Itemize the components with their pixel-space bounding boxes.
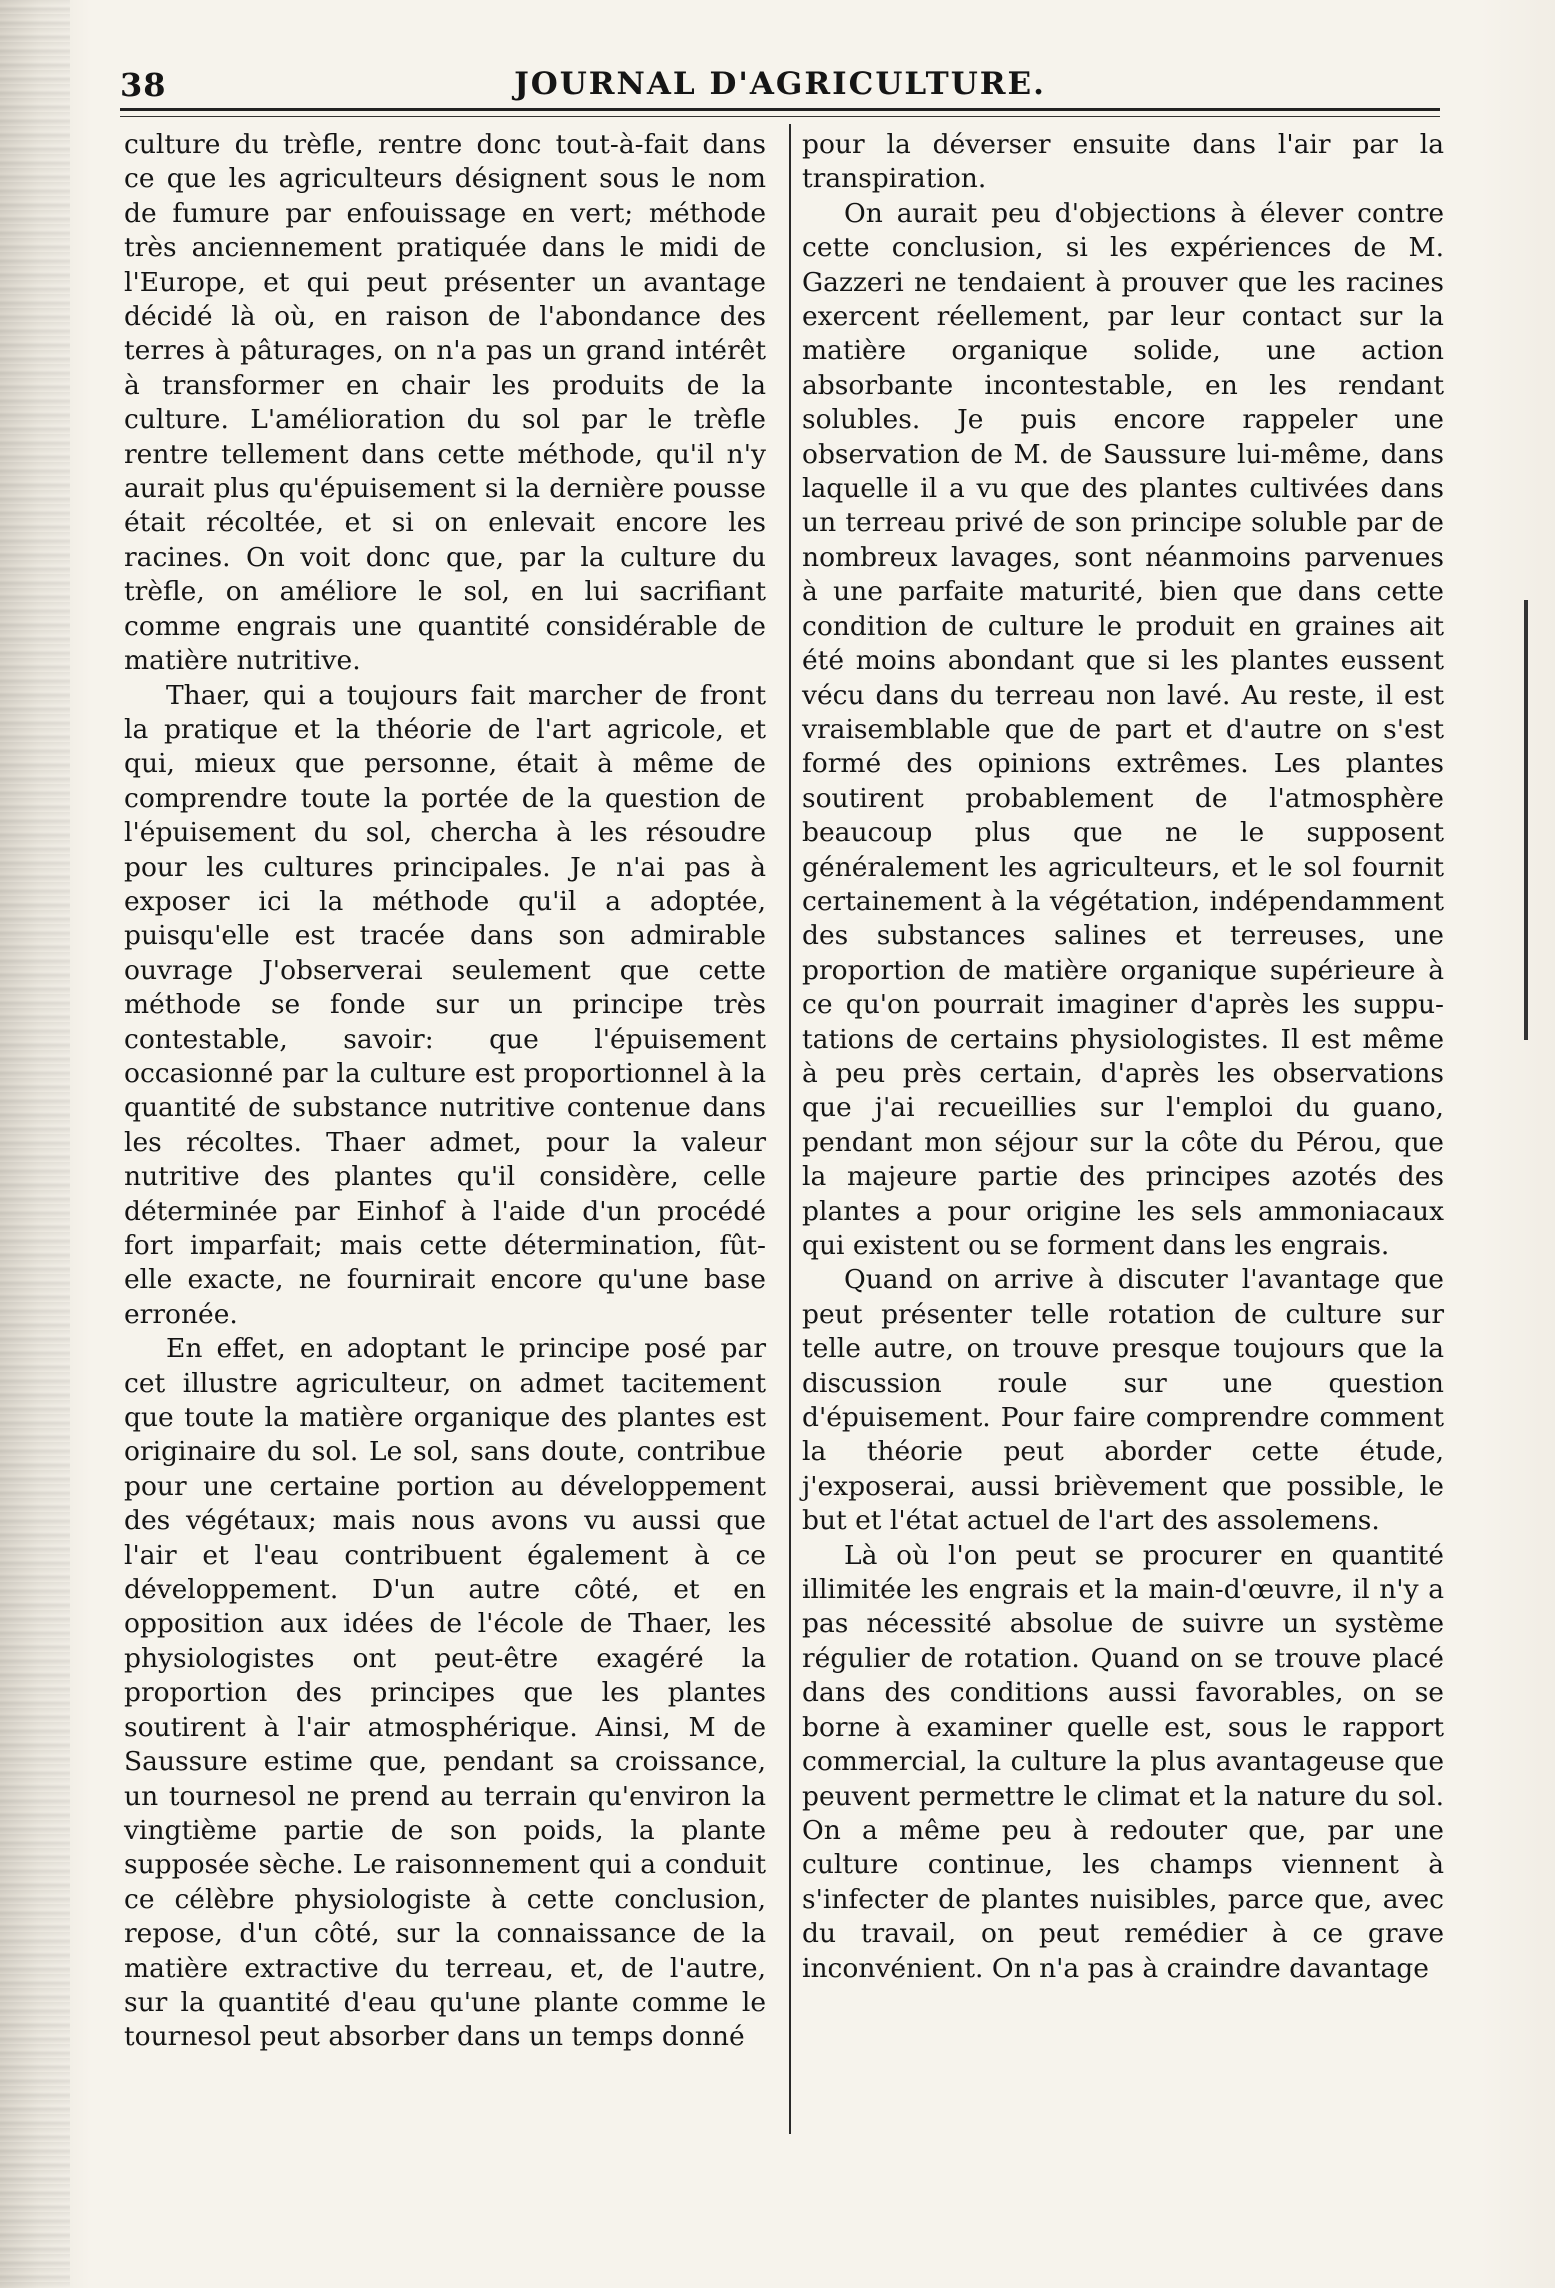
page-number: 38 (120, 66, 167, 104)
header-rule-thin (120, 116, 1440, 117)
running-title: JOURNAL D'AGRICULTURE. (514, 66, 1046, 102)
header-rule-thick (120, 108, 1440, 111)
right-column (802, 128, 1444, 1986)
right-paragraph-2: On aurait peu d'objections à élever contre cette conclusion, si les expériences de M. Gazzeri ne tendaient à prouver que les racines exercent réellement, par leur contact sur la matière organique solide, une action absorbante incontestable, en les rendant solubles. Je puis encore rappeler une observation de M. de Saussure lui-même, dans laquelle il a vu que des plantes cultivées dans un terreau privé de son principe soluble par de nombreux lavages, sont néanmoins parvenues à une parfaite maturité, bien que dans cette condition de culture le produit en graines ait été moins abondant que si les plantes eussent vécu dans du terreau non lavé. Au reste, il est vraisemblable que de part et d'autre on s'est formé des opinions extrêmes. Les plantes soutirent probablement de l'atmosphère beaucoup plus que ne le supposent généralement les agriculteurs, et le sol fournit certainement à la végétation, indépendamment des substances salines et terreuses, une proportion de matière organique supérieure à ce qu'on pourrait imaginer d'après les suppu-tations de certains physiologistes. Il est même à peu près certain, d'après les observations que j'ai recueillies sur l'emploi du guano, pendant mon séjour sur la côte du Pérou, que la majeure partie des principes azotés des plantes a pour origine les sels ammoniacaux qui existent ou se forment dans les engrais. (802, 197, 1444, 1261)
right-paragraph-4: Là où l'on peut se procurer en quantité illimitée les engrais et la main-d'œuvre, il n'y a pas nécessité absolue de suivre un système régulier de rotation. Quand on se trouve placé dans des conditions aussi favorables, on se borne à examiner quelle est, sous le rapport commercial, la culture la plus avantageuse que peuvent permettre le climat et la nature du sol. On a même peu à redouter que, par une culture continue, les champs viennent à s'infecter de plantes nuisibles, parce que, avec du travail, on peut remédier à ce grave inconvénient. On n'a pas à craindre davantage (802, 1539, 1444, 1984)
page-header (120, 66, 1440, 110)
right-paragraph-3: Quand on arrive à discuter l'avantage que peut présenter telle rotation de culture sur telle autre, on trouve presque toujours que la discussion roule sur une question d'épuisement. Pour faire comprendre comment la théorie peut aborder cette étude, j'exposerai, aussi brièvement que possible, le but et l'état actuel de l'art des assolemens. (802, 1264, 1444, 1537)
left-paragraph-3: En effet, en adoptant le principe posé par cet illustre agriculteur, on admet tacitement que toute la matière organique des plantes est originaire du sol. Le sol, sans doute, contribue pour une certaine portion au développement des végétaux; mais nous avons vu aussi que l'air et l'eau contribuent également à ce développement. D'un autre côté, et en opposition aux idées de l'école de Thaer, les physiologistes ont peut-être exagéré la proportion des principes que les plantes soutirent à l'air atmosphérique. Ainsi, M de Saussure estime que, pendant sa croissance, un tournesol ne prend au terrain qu'environ la vingtième partie de son poids, la plante supposée sèche. Le raisonnement qui a conduit ce célèbre physiologiste à cette conclusion, repose, d'un côté, sur la connaissance de la matière extractive du terreau, et, de l'autre, sur la quantité d'eau qu'une plante comme le tournesol peut absorber dans un temps donné (124, 1333, 766, 2053)
left-paragraph-1: culture du trèfle, rentre donc tout-à-fait dans ce que les agriculteurs désignent sous le nom de fumure par enfouissage en vert; méthode très anciennement pratiquée dans le midi de l'Europe, et qui peut présenter un avantage décidé là où, en raison de l'abondance des terres à pâturages, on n'a pas un grand intérêt à transformer en chair les produits de la culture. L'amélioration du sol par le trèfle rentre tellement dans cette méthode, qu'il n'y aurait plus qu'épuisement si la dernière pousse était récoltée, et si on enlevait encore les racines. On voit donc que, par la culture du trèfle, on améliore le sol, en lui sacrifiant comme engrais une quantité considérable de matière nutritive. (124, 129, 766, 677)
binding-gutter (0, 0, 70, 2288)
column-divider (789, 124, 791, 2134)
margin-mark (1524, 600, 1528, 1040)
left-paragraph-2: Thaer, qui a toujours fait marcher de front la pratique et la théorie de l'art agricole, et qui, mieux que personne, était à même de comprendre toute la portée de la question de l'épuisement du sol, chercha à les résoudre pour les cultures principales. Je n'ai pas à exposer ici la méthode qu'il a adoptée, puisqu'elle est tracée dans son admirable ouvrage J'observerai seulement que cette méthode se fonde sur un principe très contestable, savoir: que l'épuisement occasionné par la culture est proportionnel à la quantité de substance nutritive contenue dans les récoltes. Thaer admet, pour la valeur nutritive des plantes qu'il considère, celle déterminée par Einhof à l'aide d'un procédé fort imparfait; mais cette détermination, fût-elle exacte, ne fournirait encore qu'une base erronée. (124, 679, 766, 1330)
right-paragraph-1: pour la déverser ensuite dans l'air par la transpiration. (802, 129, 1444, 195)
left-column (124, 128, 766, 2055)
